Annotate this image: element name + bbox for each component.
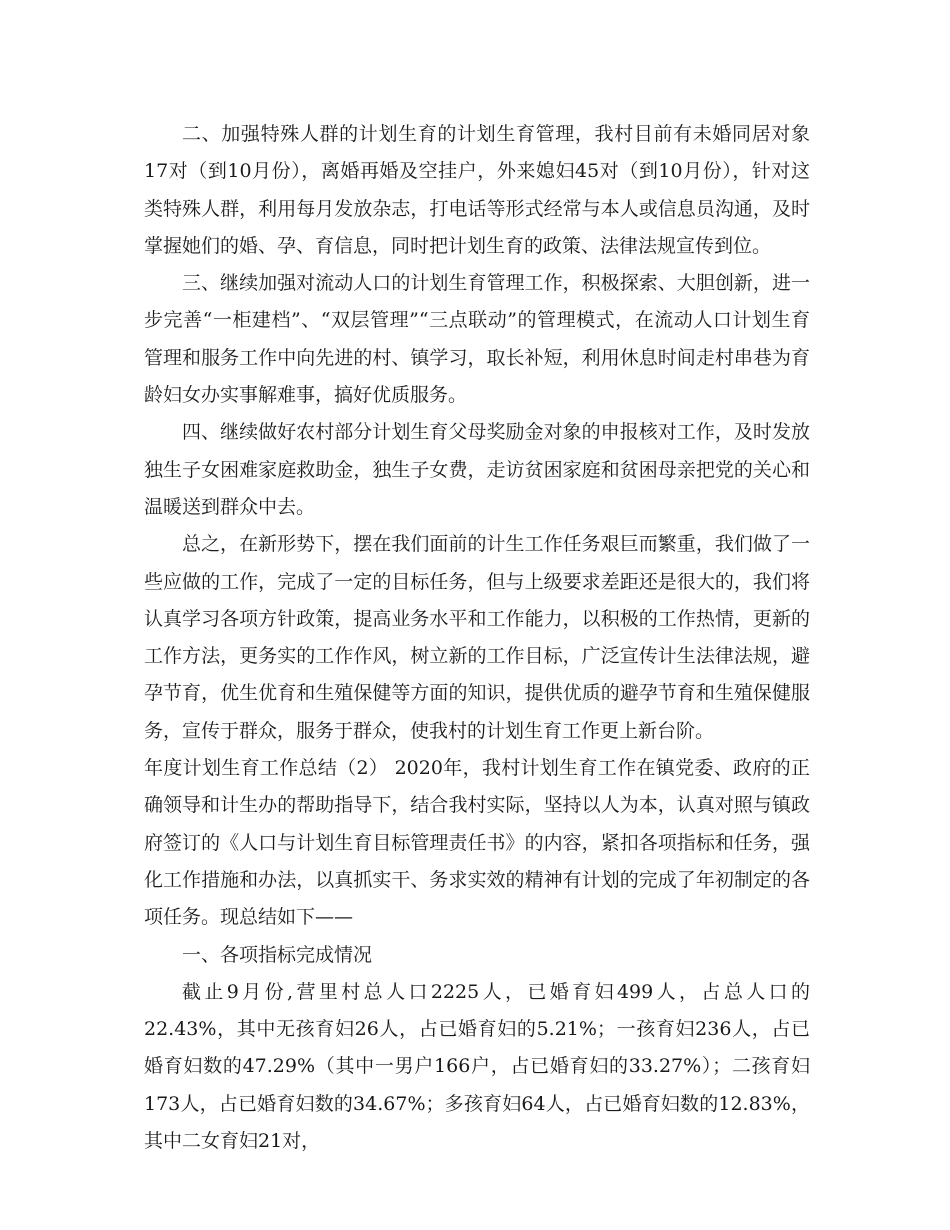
intro-text: 2020年，我村计划生育工作在镇党委、政府的正确领导和计生办的帮助指导下，结合我村实际，坚持以人为本，认真对照与镇政府签订的《人口与计划生育目标管理责任书》的内容，紧扣各项指标和任务，强化工作措施和办法，以真抓实干、务求实效的精神有计划的完成了年初制定的各项任务。现总结如下—— xyxy=(144,757,810,929)
paragraph-conclusion: 总之，在新形势下，摆在我们面前的计生工作任务艰巨而繁重，我们做了一些应做的工作，完成了一定的目标任务，但与上级要求差距还是很大的，我们将认真学习各项方针政策，提高业务水平和工作能力，以积极的工作热情，更新的工作方法，更务实的工作作风，树立新的工作目标，广泛宣传计生法律法规，避孕节育，优生优育和生殖保健等方面的知识，提供优质的避孕节育和生殖保健服务，宣传于群众，服务于群众，使我村的计划生育工作更上新台阶。 xyxy=(144,533,810,742)
document-body xyxy=(144,116,810,1160)
paragraph-rural-rewards: 四、继续做好农村部分计划生育父母奖励金对象的申报核对工作，及时发放独生子女困难家庭救助金，独生子女费，走访贫困家庭和贫困母亲把党的关心和温暖送到群众中去。 xyxy=(144,421,810,518)
paragraph-summary-2-intro xyxy=(144,750,810,936)
section-title: 年度计划生育工作总结（2） xyxy=(144,757,389,780)
paragraph-special-groups: 二、加强特殊人群的计划生育的计划生育管理，我村目前有未婚同居对象17对（到10月份），离婚再婚及空挂户，外来媳妇45对（到10月份），针对这类特殊人群，利用每月发放杂志，打电话等形式经常与本人或信息员沟通，及时掌握她们的婚、孕、育信息，同时把计划生育的政策、法律法规宣传到位。 xyxy=(144,123,810,257)
paragraph-floating-population: 三、继续加强对流动人口的计划生育管理工作，积极探索、大胆创新，进一步完善“一柜建档”、“双层管理”“三点联动”的管理模式，在流动人口计划生育管理和服务工作中向先进的村、镇学习，取长补短，利用休息时间走村串巷为育龄妇女办实事解难事，搞好优质服务。 xyxy=(144,272,810,407)
heading-indicator-completion: 一、各项指标完成情况 xyxy=(182,943,373,966)
paragraph-statistics: 截止9月份,营里村总人口2225人，已婚育妇499人，占总人口的22.43%，其中无孩育妇26人，占已婚育妇的5.21%；一孩育妇236人，占已婚育妇数的47.29%（其中一男户166户，占已婚育妇的33.27%）；二孩育妇173人，占已婚育妇数的34.67%；多孩育妇64人，占已婚育妇数的12.83%，其中二女育妇21对， xyxy=(144,980,810,1153)
